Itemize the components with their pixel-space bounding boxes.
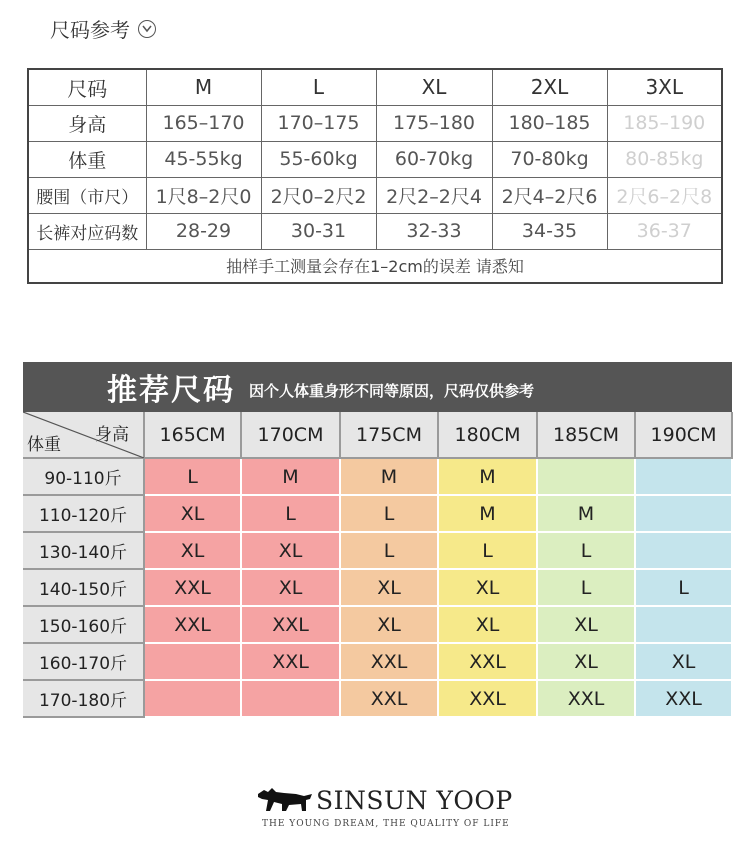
size-cell: XXL <box>340 643 438 680</box>
chevron-down-icon <box>138 20 156 38</box>
size-cell: XXL <box>144 606 241 643</box>
size-cell: XL <box>144 495 241 532</box>
size-row-waist <box>28 177 722 213</box>
weight-label: 150-160斤 <box>23 606 144 643</box>
recommend-subtitle: 因个人体重身形不同等原因，尺码仅供参考 <box>249 381 535 400</box>
size-row-height <box>28 105 722 141</box>
table-row <box>23 643 732 680</box>
table-row <box>23 458 732 495</box>
size-cell: L <box>340 495 438 532</box>
height-header-row <box>23 412 732 458</box>
table-row <box>23 569 732 606</box>
table-cell: 2尺2–2尺4 <box>376 177 492 213</box>
size-header-label: 尺码 <box>28 69 146 105</box>
table-cell: 55-60kg <box>261 141 376 177</box>
row-label: 腰围（市尺） <box>28 177 146 213</box>
size-cell: XXL <box>340 680 438 717</box>
size-cell: XXL <box>241 643 340 680</box>
size-cell: XL <box>537 606 635 643</box>
size-header-3xl: 3XL <box>607 69 722 105</box>
table-cell: 1尺8–2尺0 <box>146 177 261 213</box>
recommend-table <box>23 412 733 718</box>
table-cell: 30-31 <box>261 213 376 249</box>
size-reference-table <box>27 68 723 284</box>
table-cell: 70-80kg <box>492 141 607 177</box>
size-cell <box>635 495 732 532</box>
size-cell: L <box>635 569 732 606</box>
size-cell: L <box>438 532 537 569</box>
height-header: 170CM <box>241 412 340 458</box>
size-cell: XL <box>144 532 241 569</box>
size-cell: M <box>537 495 635 532</box>
size-cell <box>241 680 340 717</box>
size-cell: M <box>340 458 438 495</box>
height-header: 180CM <box>438 412 537 458</box>
height-header: 165CM <box>144 412 241 458</box>
brand-tagline: THE YOUNG DREAM, THE QUALITY OF LIFE <box>262 819 510 829</box>
table-cell: 32-33 <box>376 213 492 249</box>
size-cell: L <box>537 532 635 569</box>
row-label: 长裤对应码数 <box>28 213 146 249</box>
table-row <box>23 495 732 532</box>
size-note: 抽样手工测量会存在1–2cm的误差 请悉知 <box>28 249 722 283</box>
size-cell: M <box>438 458 537 495</box>
table-cell: 60-70kg <box>376 141 492 177</box>
table-row <box>23 532 732 569</box>
table-cell: 180–185 <box>492 105 607 141</box>
table-cell: 2尺6–2尺8 <box>607 177 722 213</box>
size-cell: XXL <box>241 606 340 643</box>
corner-weight-label: 体重 <box>27 435 61 455</box>
height-header: 190CM <box>635 412 732 458</box>
dog-icon <box>256 784 314 818</box>
table-cell: 2尺4–2尺6 <box>492 177 607 213</box>
table-cell: 34-35 <box>492 213 607 249</box>
recommend-header <box>23 362 732 412</box>
recommend-title: 推荐尺码 <box>107 373 235 408</box>
size-cell <box>635 458 732 495</box>
size-cell <box>144 643 241 680</box>
size-header-m: M <box>146 69 261 105</box>
size-cell: XL <box>635 643 732 680</box>
table-cell: 165–170 <box>146 105 261 141</box>
size-cell: L <box>340 532 438 569</box>
size-header-2xl: 2XL <box>492 69 607 105</box>
row-label: 体重 <box>28 141 146 177</box>
size-note-row <box>28 249 722 283</box>
weight-label: 110-120斤 <box>23 495 144 532</box>
size-cell <box>635 606 732 643</box>
size-cell: XL <box>537 643 635 680</box>
size-reference-title <box>50 14 156 43</box>
size-cell: L <box>144 458 241 495</box>
size-row-weight <box>28 141 722 177</box>
size-cell: XL <box>438 606 537 643</box>
size-cell <box>635 532 732 569</box>
size-cell <box>537 458 635 495</box>
size-cell: L <box>537 569 635 606</box>
size-cell: L <box>241 495 340 532</box>
size-cell: M <box>438 495 537 532</box>
size-reference-title-text: 尺码参考 <box>50 18 130 42</box>
size-cell: XL <box>438 569 537 606</box>
size-cell: XL <box>241 532 340 569</box>
size-cell: XXL <box>635 680 732 717</box>
corner-height-label: 身高 <box>95 425 129 445</box>
table-row <box>23 606 732 643</box>
table-cell: 36-37 <box>607 213 722 249</box>
table-cell: 80-85kg <box>607 141 722 177</box>
size-cell: XXL <box>438 680 537 717</box>
size-cell <box>144 680 241 717</box>
size-header-l: L <box>261 69 376 105</box>
size-cell: XXL <box>144 569 241 606</box>
size-header-row <box>28 69 722 105</box>
height-header: 185CM <box>537 412 635 458</box>
table-cell: 185–190 <box>607 105 722 141</box>
size-cell: XL <box>340 569 438 606</box>
table-cell: 45-55kg <box>146 141 261 177</box>
size-cell: XL <box>340 606 438 643</box>
size-header-xl: XL <box>376 69 492 105</box>
recommend-section <box>23 362 732 718</box>
weight-label: 90-110斤 <box>23 458 144 495</box>
brand-logo <box>256 784 516 834</box>
size-cell: XXL <box>438 643 537 680</box>
corner-cell <box>23 412 144 458</box>
table-cell: 28-29 <box>146 213 261 249</box>
table-cell: 2尺0–2尺2 <box>261 177 376 213</box>
weight-label: 160-170斤 <box>23 643 144 680</box>
table-row <box>23 680 732 717</box>
weight-label: 170-180斤 <box>23 680 144 717</box>
size-row-pants <box>28 213 722 249</box>
weight-label: 130-140斤 <box>23 532 144 569</box>
brand-name: SINSUN YOOP <box>316 786 513 815</box>
size-cell: XXL <box>537 680 635 717</box>
height-header: 175CM <box>340 412 438 458</box>
table-cell: 170–175 <box>261 105 376 141</box>
size-cell: M <box>241 458 340 495</box>
weight-label: 140-150斤 <box>23 569 144 606</box>
table-cell: 175–180 <box>376 105 492 141</box>
row-label: 身高 <box>28 105 146 141</box>
size-cell: XL <box>241 569 340 606</box>
